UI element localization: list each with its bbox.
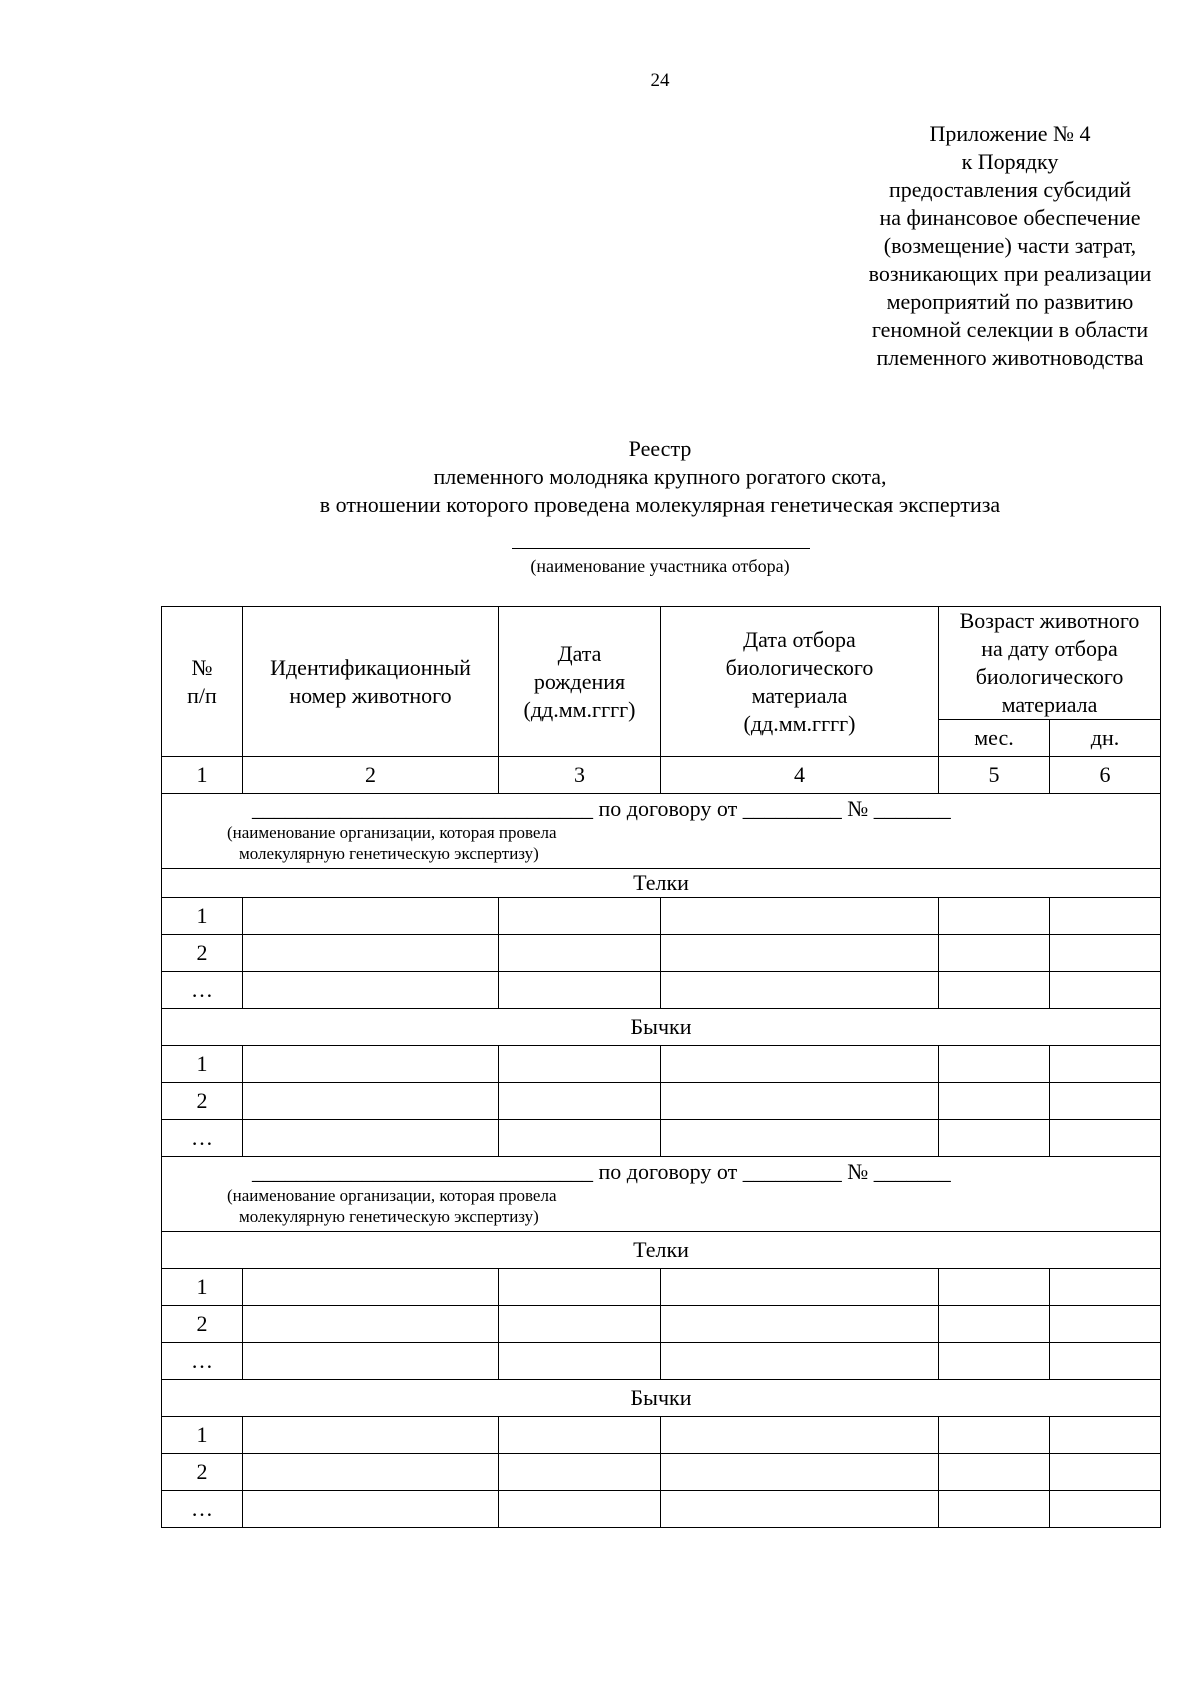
table-cell <box>499 1491 661 1528</box>
row-number: 1 <box>162 1417 243 1454</box>
table-row <box>162 1269 1161 1306</box>
table-cell <box>661 898 939 935</box>
header-text: биологического <box>725 654 874 680</box>
table-cell <box>499 898 661 935</box>
table-cell <box>1050 1046 1161 1083</box>
org-caption-line: (наименование организации, которая провела <box>227 1186 557 1205</box>
registry-table <box>161 606 1161 1528</box>
table-cell <box>939 1306 1050 1343</box>
header-birth-date <box>499 607 661 757</box>
table-cell <box>499 1269 661 1306</box>
header-text: п/п <box>187 682 217 708</box>
appendix-line: мероприятий по развитию <box>886 289 1134 314</box>
section-heifers: Телки <box>162 1232 1161 1269</box>
table-cell <box>1050 1269 1161 1306</box>
row-number: 1 <box>162 1269 243 1306</box>
header-text: (дд.мм.гггг) <box>523 696 636 722</box>
header-text: № <box>191 654 213 680</box>
appendix-line: племенного животноводства <box>876 345 1144 370</box>
title-line: племенного молодняка крупного рогатого скота, <box>433 464 887 489</box>
appendix-line: (возмещение) части затрат, <box>883 233 1137 258</box>
table-cell <box>1050 1454 1161 1491</box>
appendix-header <box>760 120 1200 372</box>
org-caption-line: молекулярную генетическую экспертизу) <box>239 1207 539 1226</box>
row-number: 2 <box>162 935 243 972</box>
column-number: 1 <box>162 757 243 794</box>
table-cell <box>243 1269 499 1306</box>
table-cell <box>661 1343 939 1380</box>
appendix-line: геномной селекции в области <box>871 317 1149 342</box>
header-text: Идентификационный <box>270 654 471 680</box>
header-text: Возраст животного <box>959 608 1140 633</box>
table-cell <box>1050 898 1161 935</box>
table-cell <box>661 972 939 1009</box>
row-number: … <box>162 1120 243 1157</box>
header-months: мес. <box>939 720 1050 757</box>
table-cell <box>1050 1417 1161 1454</box>
table-cell <box>939 1269 1050 1306</box>
table-row <box>162 1491 1161 1528</box>
section-bulls: Бычки <box>162 1009 1161 1046</box>
table-cell <box>661 1417 939 1454</box>
row-number: 2 <box>162 1454 243 1491</box>
contract-group-header <box>162 794 1161 869</box>
table-cell <box>243 1343 499 1380</box>
appendix-line: к Порядку <box>961 149 1059 174</box>
header-text: на дату отбора <box>981 636 1118 661</box>
table-row <box>162 1046 1161 1083</box>
table-row <box>162 898 1161 935</box>
table-cell <box>661 1491 939 1528</box>
header-animal-id <box>243 607 499 757</box>
table-cell <box>1050 972 1161 1009</box>
table-row <box>162 972 1161 1009</box>
table-row <box>162 1306 1161 1343</box>
header-text: биологического <box>975 664 1124 689</box>
org-caption-line: (наименование организации, которая провела <box>227 823 557 842</box>
table-cell <box>939 1046 1050 1083</box>
table-cell <box>1050 1491 1161 1528</box>
table-cell <box>243 1491 499 1528</box>
header-text: рождения <box>533 668 626 694</box>
table-row <box>162 935 1161 972</box>
org-caption <box>162 822 1160 866</box>
appendix-line: на финансовое обеспечение <box>879 205 1141 230</box>
contract-line: _______________________________ по договору от _________ № _______ <box>252 796 951 821</box>
table-cell <box>499 1417 661 1454</box>
appendix-line: Приложение № 4 <box>929 121 1091 146</box>
column-number: 4 <box>661 757 939 794</box>
header-days: дн. <box>1050 720 1161 757</box>
table-cell <box>939 1454 1050 1491</box>
participant-name-line <box>512 548 810 549</box>
row-number: … <box>162 972 243 1009</box>
table-cell <box>499 1083 661 1120</box>
table-cell <box>243 1454 499 1491</box>
header-text: Дата отбора <box>743 626 856 652</box>
table-cell <box>661 1454 939 1491</box>
table-cell <box>939 898 1050 935</box>
table-cell <box>661 1269 939 1306</box>
table-row <box>162 1120 1161 1157</box>
table-cell <box>939 1120 1050 1157</box>
column-number: 5 <box>939 757 1050 794</box>
table-cell <box>939 1491 1050 1528</box>
row-number: 1 <box>162 1046 243 1083</box>
row-number: 1 <box>162 898 243 935</box>
table-cell <box>499 935 661 972</box>
table-cell <box>1050 1083 1161 1120</box>
table-cell <box>499 972 661 1009</box>
section-heifers: Телки <box>162 869 1161 898</box>
participant-caption: (наименование участника отбора) <box>530 556 790 576</box>
table-cell <box>661 1083 939 1120</box>
column-number: 3 <box>499 757 661 794</box>
table-row <box>162 1083 1161 1120</box>
row-number: … <box>162 1491 243 1528</box>
table-cell <box>243 1417 499 1454</box>
table-cell <box>939 1417 1050 1454</box>
table-cell <box>939 1343 1050 1380</box>
table-cell <box>499 1306 661 1343</box>
header-text: (дд.мм.гггг) <box>743 710 856 736</box>
table-cell <box>939 972 1050 1009</box>
table-cell <box>243 935 499 972</box>
table-cell <box>499 1454 661 1491</box>
header-text: материала <box>751 682 848 708</box>
org-caption-line: молекулярную генетическую экспертизу) <box>239 844 539 863</box>
contract-group-header <box>162 1157 1161 1232</box>
table-cell <box>661 1120 939 1157</box>
title-line: в отношении которого проведена молекулярная генетическая экспертиза <box>319 492 1001 517</box>
table-row <box>162 1417 1161 1454</box>
table-cell <box>661 1046 939 1083</box>
table-cell <box>1050 1306 1161 1343</box>
header-animal-age <box>939 607 1161 720</box>
header-row-number <box>162 607 243 757</box>
header-text: Дата <box>557 640 602 666</box>
section-bulls: Бычки <box>162 1380 1161 1417</box>
table-cell <box>243 1120 499 1157</box>
table-cell <box>939 1083 1050 1120</box>
column-number: 6 <box>1050 757 1161 794</box>
table-row <box>162 1343 1161 1380</box>
org-caption <box>162 1185 1160 1229</box>
row-number: 2 <box>162 1306 243 1343</box>
header-text: материала <box>1001 692 1098 717</box>
table-cell <box>661 1306 939 1343</box>
table-cell <box>661 935 939 972</box>
header-text: номер животного <box>289 682 452 708</box>
table-cell <box>1050 1343 1161 1380</box>
column-number: 2 <box>243 757 499 794</box>
appendix-line: предоставления субсидий <box>888 177 1132 202</box>
document-title <box>0 435 1200 519</box>
row-number: … <box>162 1343 243 1380</box>
table-row <box>162 1454 1161 1491</box>
title-line: Реестр <box>628 436 692 461</box>
contract-line: _______________________________ по договору от _________ № _______ <box>252 1159 951 1184</box>
table-cell <box>243 972 499 1009</box>
table-cell <box>243 1083 499 1120</box>
table-cell <box>499 1046 661 1083</box>
row-number: 2 <box>162 1083 243 1120</box>
table-cell <box>499 1343 661 1380</box>
header-sampling-date <box>661 607 939 757</box>
table-cell <box>243 898 499 935</box>
table-cell <box>939 935 1050 972</box>
page-number: 24 <box>650 70 670 91</box>
table-cell <box>243 1306 499 1343</box>
table-cell <box>1050 935 1161 972</box>
table-cell <box>1050 1120 1161 1157</box>
appendix-line: возникающих при реализации <box>868 261 1152 286</box>
table-cell <box>499 1120 661 1157</box>
table-cell <box>243 1046 499 1083</box>
